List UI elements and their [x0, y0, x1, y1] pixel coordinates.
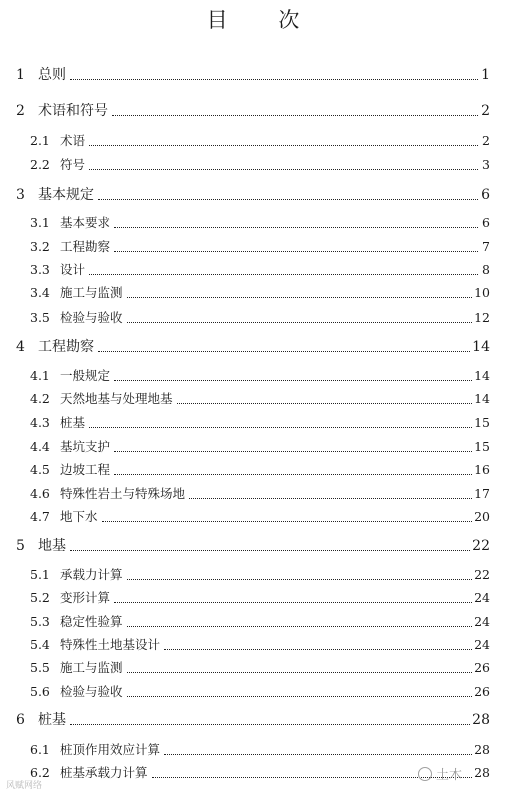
toc-entry-number: 4.3 — [30, 415, 50, 430]
toc-entry-label: 术语 — [60, 133, 86, 148]
toc-entry-label: 工程勘察 — [60, 239, 111, 254]
toc-entry[interactable] — [16, 102, 490, 120]
watermark-right — [418, 764, 462, 783]
toc-entry-page: 12 — [474, 310, 490, 325]
toc-entry-label: 特殊性土地基设计 — [60, 637, 161, 652]
toc-entry-number: 3.3 — [30, 262, 50, 277]
toc-entry-label: 总则 — [38, 67, 66, 83]
toc-entry[interactable] — [30, 132, 490, 150]
dot-leader — [127, 579, 473, 580]
toc-entry-number: 6.2 — [30, 765, 50, 780]
watermark-left: 风赋网络 — [6, 781, 43, 791]
dot-leader — [127, 672, 473, 673]
dot-leader — [70, 724, 470, 725]
toc-entry-page: 24 — [474, 614, 490, 629]
toc-entry[interactable] — [30, 566, 490, 584]
toc-entry-label: 桩基 — [38, 712, 66, 728]
dot-leader — [177, 403, 473, 404]
dot-leader — [89, 427, 472, 428]
toc-entry-number: 5.1 — [30, 567, 50, 582]
dot-leader — [89, 169, 478, 170]
toc-entry-number: 2.2 — [30, 157, 50, 172]
toc-entry-label: 承载力计算 — [60, 567, 123, 582]
toc-entry[interactable] — [30, 214, 490, 232]
toc-entry[interactable] — [30, 390, 490, 408]
toc-entry[interactable] — [30, 414, 490, 432]
toc-entry[interactable] — [30, 309, 490, 327]
dot-leader — [114, 251, 478, 252]
dot-leader — [114, 602, 472, 603]
toc-entry-page: 14 — [474, 391, 490, 406]
toc-entry-number: 4.6 — [30, 486, 50, 501]
toc-entry[interactable] — [16, 186, 490, 204]
toc-entry-label: 特殊性岩土与特殊场地 — [60, 486, 186, 501]
toc-entry-label: 一般规定 — [60, 368, 111, 383]
wechat-icon — [418, 767, 432, 781]
toc-entry[interactable] — [16, 537, 490, 555]
toc-entry-number: 2 — [16, 103, 25, 119]
toc-entry-page: 7 — [482, 239, 490, 254]
toc-entry-label: 稳定性验算 — [60, 614, 123, 629]
toc-entry-page: 2 — [481, 103, 490, 119]
dot-leader — [102, 521, 473, 522]
toc-entry-number: 3.1 — [30, 215, 50, 230]
toc-entry-label: 桩基承载力计算 — [60, 765, 148, 780]
toc-entry-label: 设计 — [60, 262, 86, 277]
toc-entry-page: 28 — [472, 712, 490, 728]
toc-entry-number: 2.1 — [30, 133, 50, 148]
toc-entry-label: 边坡工程 — [60, 462, 111, 477]
toc-entry-page: 28 — [474, 765, 490, 780]
dot-leader — [98, 351, 470, 352]
toc-entry[interactable] — [16, 711, 490, 729]
toc-entry-number: 6 — [16, 712, 25, 728]
dot-leader — [127, 297, 473, 298]
dot-leader — [127, 626, 473, 627]
toc-entry-number: 5.4 — [30, 637, 50, 652]
dot-leader — [114, 380, 472, 381]
toc-entry-page: 20 — [474, 509, 490, 524]
toc-entry-label: 检验与验收 — [60, 310, 123, 325]
toc-entry-label: 施工与监测 — [60, 285, 123, 300]
toc-entry-page: 10 — [474, 285, 490, 300]
toc-entry-number: 4.4 — [30, 439, 50, 454]
toc-entry-page: 2 — [482, 133, 490, 148]
toc-entry-number: 5.2 — [30, 590, 50, 605]
toc-entry-number: 5.3 — [30, 614, 50, 629]
toc-entry[interactable] — [30, 659, 490, 677]
toc-entry-page: 26 — [474, 684, 490, 699]
toc-entry-number: 6.1 — [30, 742, 50, 757]
dot-leader — [114, 451, 472, 452]
toc-entry-page: 24 — [474, 637, 490, 652]
toc-entry-label: 基坑支护 — [60, 439, 111, 454]
dot-leader — [189, 498, 472, 499]
dot-leader — [89, 145, 478, 146]
dot-leader — [127, 322, 473, 323]
toc-entry-label: 施工与监测 — [60, 660, 123, 675]
toc-entry-label: 桩顶作用效应计算 — [60, 742, 161, 757]
toc-entry-number: 5 — [16, 538, 25, 554]
dot-leader — [164, 649, 472, 650]
dot-leader — [164, 754, 472, 755]
toc-entry-number: 5.5 — [30, 660, 50, 675]
toc-entry-page: 16 — [474, 462, 490, 477]
toc-entry[interactable] — [30, 261, 490, 279]
dot-leader — [127, 696, 473, 697]
toc-entry-number: 4.5 — [30, 462, 50, 477]
toc-entry-page: 14 — [472, 339, 490, 355]
dot-leader — [98, 199, 478, 200]
toc-entry[interactable] — [30, 741, 490, 759]
toc-entry-page: 22 — [474, 567, 490, 582]
toc-entry[interactable] — [30, 508, 490, 526]
toc-entry-number: 4.2 — [30, 391, 50, 406]
toc-entry-page: 15 — [474, 415, 490, 430]
toc-entry-label: 工程勘察 — [38, 339, 94, 355]
toc-entry-label: 天然地基与处理地基 — [60, 391, 173, 406]
watermark-right-text: 土木 — [436, 768, 463, 783]
dot-leader — [70, 79, 478, 80]
toc-entry-page: 17 — [474, 486, 490, 501]
toc-entry-number: 5.6 — [30, 684, 50, 699]
toc-entry-number: 4.7 — [30, 509, 50, 524]
toc-entry[interactable] — [30, 367, 490, 385]
toc-entry-number: 1 — [16, 67, 25, 83]
toc-entry-label: 术语和符号 — [38, 103, 108, 119]
toc-entry[interactable] — [30, 438, 490, 456]
toc-entry-number: 3 — [16, 187, 25, 203]
toc-entry[interactable] — [16, 66, 490, 84]
page-title: 目 次 — [206, 8, 322, 32]
dot-leader — [114, 227, 478, 228]
toc-entry-number: 3.5 — [30, 310, 50, 325]
toc-entry[interactable] — [16, 338, 490, 356]
toc-entry[interactable] — [30, 238, 490, 256]
toc-entry-page: 6 — [482, 215, 490, 230]
toc-entry-page: 15 — [474, 439, 490, 454]
toc-entry-page: 3 — [482, 157, 490, 172]
toc-entry-label: 符号 — [60, 157, 86, 172]
toc-entry-page: 1 — [481, 67, 490, 83]
toc-entry-number: 3.2 — [30, 239, 50, 254]
dot-leader — [114, 474, 472, 475]
toc-entry-page: 24 — [474, 590, 490, 605]
toc-entry-label: 检验与验收 — [60, 684, 123, 699]
toc-entry-label: 桩基 — [60, 415, 86, 430]
toc-entry[interactable] — [30, 461, 490, 479]
toc-entry[interactable] — [30, 485, 490, 503]
toc-entry-page: 8 — [482, 262, 490, 277]
toc-entry-page: 22 — [472, 538, 490, 554]
toc-entry-page: 14 — [474, 368, 490, 383]
dot-leader — [112, 115, 478, 116]
toc-entry-number: 4 — [16, 339, 25, 355]
dot-leader — [70, 550, 470, 551]
toc-entry[interactable] — [30, 636, 490, 654]
toc-entry-label: 基本要求 — [60, 215, 111, 230]
toc-entry[interactable] — [30, 613, 490, 631]
toc-entry-number: 4.1 — [30, 368, 50, 383]
toc-entry-label: 地下水 — [60, 509, 98, 524]
toc-entry-page: 26 — [474, 660, 490, 675]
toc-entry[interactable] — [30, 156, 490, 174]
toc-entry[interactable] — [30, 284, 490, 302]
toc-entry[interactable] — [30, 589, 490, 607]
toc-entry-page: 28 — [474, 742, 490, 757]
toc-entry[interactable] — [30, 683, 490, 701]
dot-leader — [89, 274, 478, 275]
toc-entry-label: 地基 — [38, 538, 66, 554]
toc-entry-label: 基本规定 — [38, 187, 94, 203]
toc-entry-label: 变形计算 — [60, 590, 111, 605]
toc-entry-page: 6 — [481, 187, 490, 203]
toc-entry-number: 3.4 — [30, 285, 50, 300]
